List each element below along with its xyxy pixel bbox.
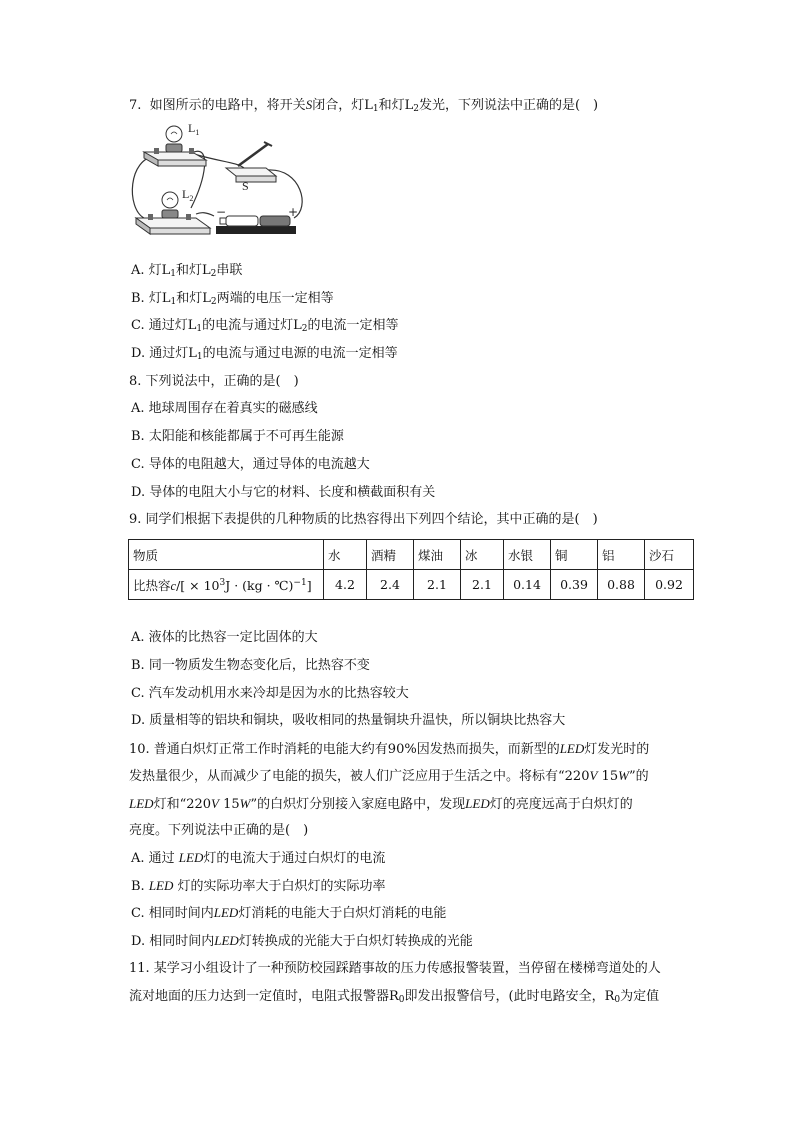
table-header-cell: 铝 <box>598 540 645 570</box>
specific-heat-table <box>128 539 694 600</box>
table-header-cell: 物质 <box>129 540 324 570</box>
label-switch: S <box>242 179 249 193</box>
q9-option-b: B. 同一物质发生物态变化后，比热容不变 <box>131 658 370 673</box>
q10-stem-line-1: 10. 普通白炽灯正常工作时消耗的电能大约有90%因发热而损失，而新型的LED灯发光时的 <box>129 741 650 757</box>
q9-option-a: A. 液体的比热容一定比固体的大 <box>131 630 318 645</box>
q9-option-d: D. 质量相等的铝块和铜块，吸收相同的热量铜块升温快，所以铜块比热容大 <box>131 713 566 728</box>
label-l2: $L_2$ <box>182 187 194 203</box>
table-cell: 2.1 <box>414 570 461 600</box>
table-header-cell: 铜 <box>551 540 598 570</box>
table-header-cell: 水银 <box>504 540 551 570</box>
table-cell: 2.1 <box>461 570 504 600</box>
table-cell: 2.4 <box>367 570 414 600</box>
q10-option-d: D. 相同时间内LED灯转换成的光能大于白炽灯转换成的光能 <box>131 933 473 949</box>
q8-option-d: D. 导体的电阻大小与它的材料、长度和横截面积有关 <box>131 485 436 500</box>
q9-option-c: C. 汽车发动机用水来冷却是因为水的比热容较大 <box>131 686 409 701</box>
q11-stem-line-1: 11. 某学习小组设计了一种预防校园踩踏事故的压力传感报警装置，当停留在楼梯弯道处的人 <box>129 961 661 976</box>
table-row <box>129 570 694 600</box>
table-cell: 0.88 <box>598 570 645 600</box>
q7-option-b: B. 灯$L_1$和灯$L_2$两端的电压一定相等 <box>131 291 334 307</box>
table-cell: 0.14 <box>504 570 551 600</box>
q7-option-d: D. 通过灯$L_1$的电流与通过电源的电流一定相等 <box>131 346 398 362</box>
label-minus: − <box>216 205 227 219</box>
table-header-cell: 煤油 <box>414 540 461 570</box>
table-header-cell: 冰 <box>461 540 504 570</box>
table-cell: 4.2 <box>324 570 367 600</box>
q10-stem-line-4: 亮度。下列说法中正确的是( ) <box>129 823 309 838</box>
q10-stem-line-2: 发热量很少，从而减少了电能的损失，被人们广泛应用于生活之中。将标有“220V 15W”的 <box>129 768 649 784</box>
table-header-cell: 沙石 <box>645 540 694 570</box>
table-header-cell: 水 <box>324 540 367 570</box>
table-row-label: 比热容$c/[ \times 10^3J \cdot (kg$ · ℃)$^{-1}$] <box>129 570 324 600</box>
q9-stem: 9. 同学们根据下表提供的几种物质的比热容得出下列四个结论，其中正确的是( ) <box>129 512 598 527</box>
q10-option-c: C. 相同时间内LED灯消耗的电能大于白炽灯消耗的电能 <box>131 905 447 921</box>
label-l1: $L_1$ <box>188 121 200 137</box>
q7-option-a: A. 灯$L_1$和灯$L_2$串联 <box>131 263 243 279</box>
q10-stem-line-3: LED灯和“220V 15W”的白炽灯分别接入家庭电路中，发现LED灯的亮度远高于白炽灯的 <box>129 796 633 812</box>
q10-option-b: B. LED 灯的实际功率大于白炽灯的实际功率 <box>131 878 386 894</box>
q8-option-b: B. 太阳能和核能都属于不可再生能源 <box>131 429 344 444</box>
q10-option-a: A. 通过 LED灯的电流大于通过白炽灯的电流 <box>131 850 386 866</box>
label-plus: + <box>288 205 299 219</box>
table-header-cell: 酒精 <box>367 540 414 570</box>
table-cell: 0.39 <box>551 570 598 600</box>
table-row <box>129 540 694 570</box>
q11-stem-line-2: 流对地面的压力达到一定值时，电阻式报警器$R_0$即发出报警信号，(此时电路安全，$R_0$为定值 <box>129 989 660 1005</box>
q7-stem: 7. 如图所示的电路中，将开关S闭合，灯$L_1$和灯$L_2$发光，下列说法中正确的是( ) <box>129 97 599 114</box>
circuit-diagram <box>126 118 311 240</box>
q8-stem: 8. 下列说法中，正确的是( ) <box>129 374 299 389</box>
q7-option-c: C. 通过灯$L_1$的电流与通过灯$L_2$的电流一定相等 <box>131 318 399 334</box>
table-cell: 0.92 <box>645 570 694 600</box>
q8-option-c: C. 导体的电阻越大，通过导体的电流越大 <box>131 457 370 472</box>
q8-option-a: A. 地球周围存在着真实的磁感线 <box>131 401 318 416</box>
